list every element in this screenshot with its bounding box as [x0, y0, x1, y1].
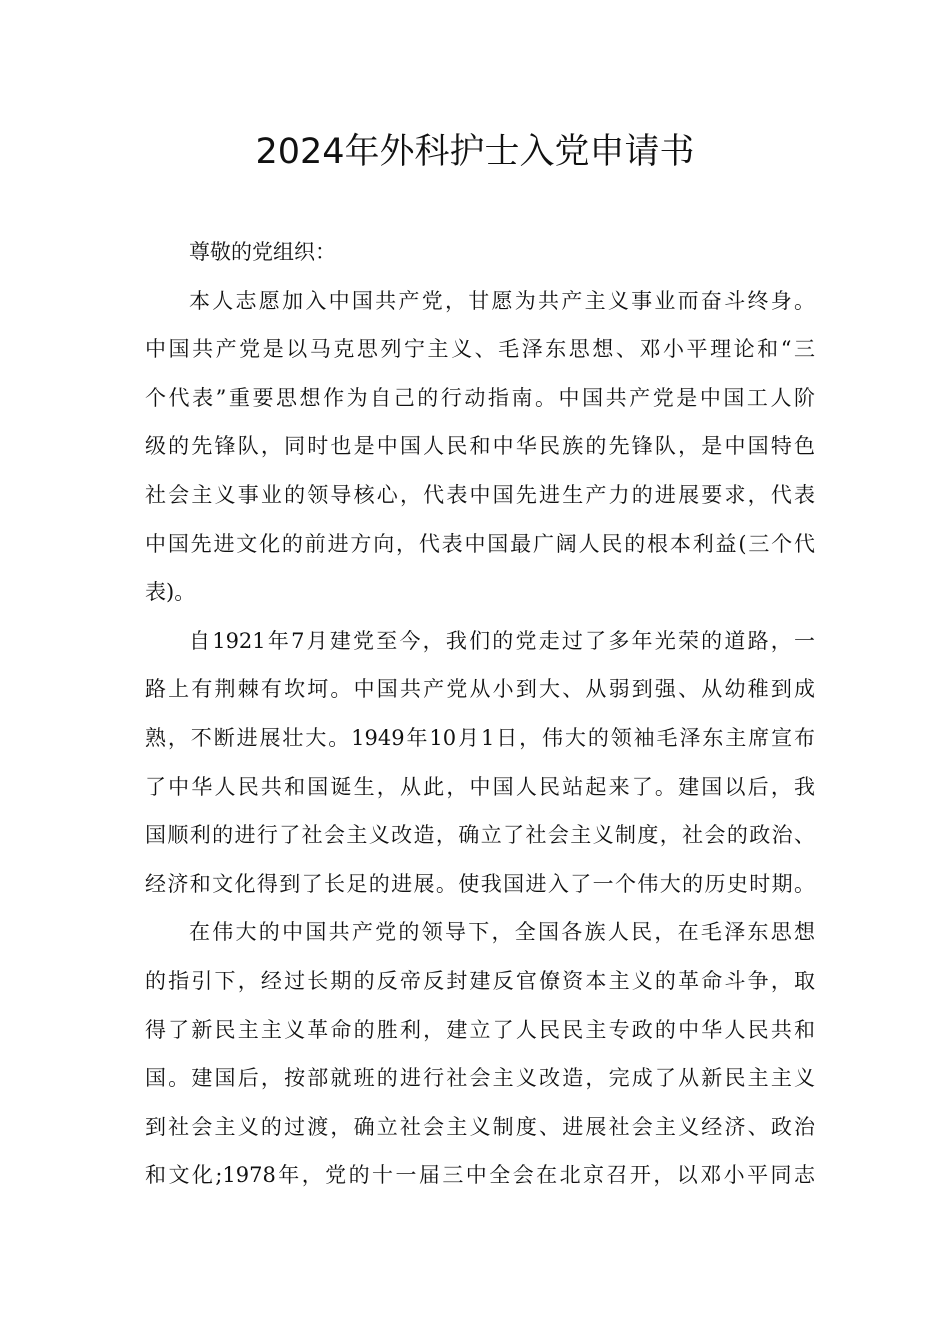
text-line: 自1921年7月建党至今，我们的党走过了多年光荣的道路，一 — [189, 628, 815, 653]
text-line: 社会主义事业的领导核心，代表中国先进生产力的进展要求，代表 — [145, 482, 815, 507]
text-line: 中国共产党是以马克思列宁主义、毛泽东思想、邓小平理论和“三 — [145, 337, 815, 362]
text-line: 在伟大的中国共产党的领导下，全国各族人民，在毛泽东思想 — [189, 920, 815, 945]
text-line: 本人志愿加入中国共产党，甘愿为共产主义事业而奋斗终身。 — [189, 288, 815, 313]
text-line: 得了新民主主义革命的胜利，建立了人民民主专政的中华人民共和 — [145, 1017, 815, 1042]
document-body — [145, 228, 815, 1200]
text-line: 个代表”重要思想作为自己的行动指南。中国共产党是中国工人阶 — [145, 385, 815, 410]
text-line: 熟，不断进展壮大。1949年10月1日，伟大的领袖毛泽东主席宣布 — [145, 725, 815, 750]
text-line: 的指引下，经过长期的反帝反封建反官僚资本主义的革命斗争，取 — [145, 968, 815, 993]
text-line: 尊敬的党组织： — [189, 240, 336, 264]
text-line: 级的先锋队，同时也是中国人民和中华民族的先锋队，是中国特色 — [145, 434, 815, 459]
text-line: 和文化;1978年，党的十一届三中全会在北京召开，以邓小平同志 — [145, 1163, 815, 1188]
text-line: 国顺利的进行了社会主义改造，确立了社会主义制度，社会的政治、 — [145, 823, 815, 848]
text-line: 经济和文化得到了长足的进展。使我国进入了一个伟大的历史时期。 — [145, 871, 815, 896]
text-line: 了中华人民共和国诞生，从此，中国人民站起来了。建国以后，我 — [145, 774, 815, 799]
text-line: 到社会主义的过渡，确立社会主义制度、进展社会主义经济、政治 — [145, 1114, 815, 1139]
text-line: 表)。 — [145, 580, 196, 605]
document-title: 2024年外科护士入党申请书 — [255, 132, 695, 172]
text-line: 国。建国后，按部就班的进行社会主义改造，完成了从新民主主义 — [145, 1066, 815, 1091]
text-line: 中国先进文化的前进方向，代表中国最广阔人民的根本利益(三个代 — [145, 531, 815, 556]
text-line: 路上有荆棘有坎坷。中国共产党从小到大、从弱到强、从幼稚到成 — [145, 677, 815, 702]
